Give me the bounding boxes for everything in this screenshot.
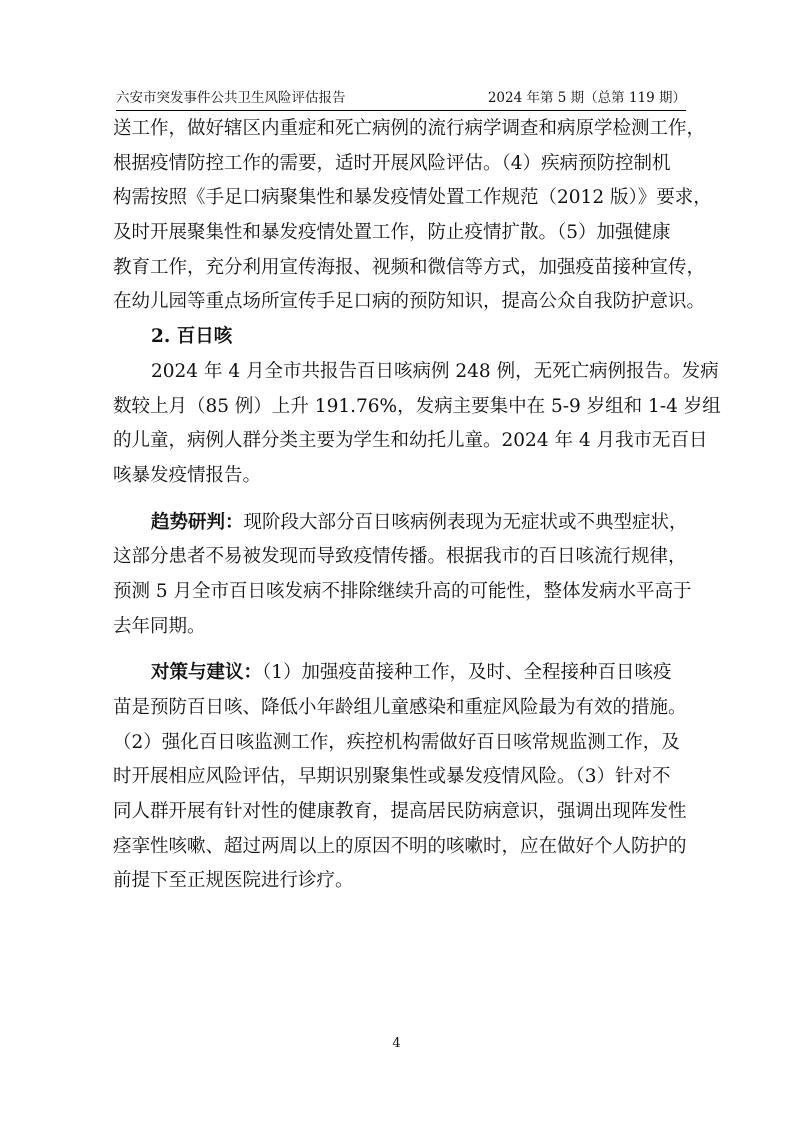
advice-text: （1）加强疫苗接种工作，及时、全程接种百日咳疫 (262, 662, 672, 684)
text-line: 去年同期。 (113, 615, 206, 637)
text-line: 2024 年 4 月全市共报告百日咳病例 248 例，无死亡病例报告。发病 (151, 360, 719, 382)
text-line: 的儿童，病例人群分类主要为学生和幼托儿童。2024 年 4 月我市无百日 (113, 430, 708, 452)
text-line: 前提下至正规医院进行诊疗。 (113, 870, 354, 892)
text-line: 同人群开展有针对性的健康教育，提高居民防病意识，强调出现阵发性 (113, 801, 687, 823)
text-line (113, 656, 693, 691)
text-line: 数较上月（85 例）上升 191.76%，发病主要集中在 5-9 岁组和 1-4 岁组 (113, 395, 721, 417)
paragraph-countermeasures (113, 656, 693, 899)
trend-label: 趋势研判： (151, 511, 244, 533)
text-line (113, 506, 693, 541)
text-line: 时开展相应风险评估，早期识别聚集性或暴发疫情风险。（3）针对不 (113, 766, 671, 788)
running-header (116, 88, 686, 111)
text-line: 苗是预防百日咳、降低小年龄组儿童感染和重症风险最为有效的措施。 (113, 697, 687, 718)
document-body (113, 112, 721, 899)
text-line: 教育工作，充分利用宣传海报、视频和微信等方式，加强疫苗接种宣传， (113, 256, 706, 278)
text-line: 这部分患者不易被发现而导致疫情传播。根据我市的百日咳流行规律， (113, 546, 687, 568)
text-line: 咳暴发疫情报告。 (113, 464, 262, 486)
text-line: 预测 5 月全市百日咳发病不排除继续升高的可能性，整体发病水平高于 (113, 580, 692, 602)
text-line: 及时开展聚集性和暴发疫情处置工作，防止疫情扩散。（5）加强健康 (113, 222, 671, 244)
trend-text: 现阶段大部分百日咳病例表现为无症状或不典型症状， (243, 511, 688, 533)
text-line: 在幼儿园等重点场所宣传手足口病的预防知识，提高公众自我防护意识。 (113, 291, 706, 313)
text-line: 送工作，做好辖区内重症和死亡病例的流行病学调查和病原学检测工作， (113, 118, 706, 139)
paragraph-pertussis-overview (113, 355, 721, 494)
text-line: （2）强化百日咳监测工作，疾控机构需做好百日咳常规监测工作，及 (113, 731, 680, 753)
paragraph-hfmd-measures (113, 112, 712, 320)
section-heading: 2. 百日咳 (151, 326, 233, 348)
advice-label: 对策与建议： (151, 662, 263, 684)
header-report-title: 六安市突发事件公共卫生风险评估报告 (116, 90, 346, 106)
header-issue-number: 2024 年第 5 期（总第 119 期） (487, 90, 686, 106)
text-line: 痉挛性咳嗽、超过两周以上的原因不明的咳嗽时，应在做好个人防护的 (113, 835, 687, 857)
text-line: 构需按照《手足口病聚集性和暴发疫情处置工作规范（2012 版）》要求， (113, 187, 712, 209)
page-number: 4 (392, 1036, 401, 1051)
paragraph-trend-assessment (113, 506, 693, 645)
text-line: 根据疫情防控工作的需要，适时开展风险评估。（4）疾病预防控制机 (113, 152, 671, 174)
